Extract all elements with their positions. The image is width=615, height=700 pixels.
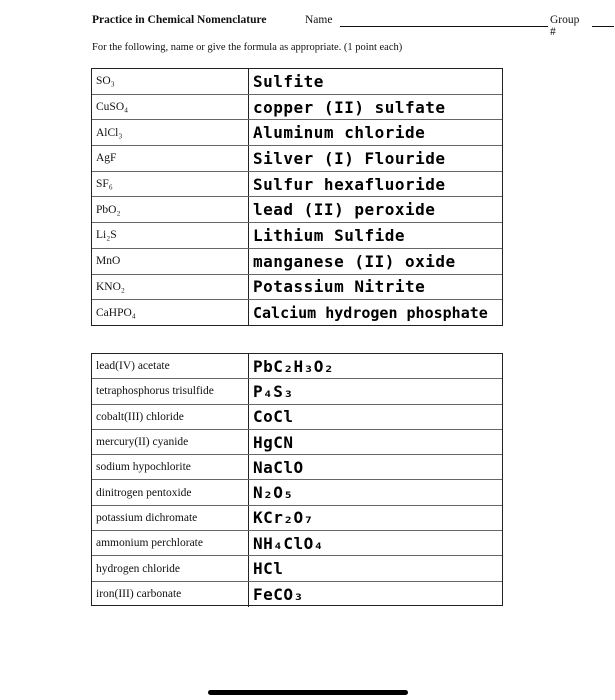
question-cell: cobalt(III) chloride (92, 405, 249, 429)
question-cell: CaHPO₄ (92, 300, 249, 326)
question-cell: tetraphosphorus trisulfide (92, 379, 249, 403)
question-cell: dinitrogen pentoxide (92, 480, 249, 504)
table-row (92, 69, 502, 95)
question-cell: mercury(II) cyanide (92, 430, 249, 454)
question-cell: hydrogen chloride (92, 556, 249, 580)
table-row (92, 354, 502, 379)
table-row (92, 506, 502, 531)
table-row (92, 480, 502, 505)
question-cell: ammonium perchlorate (92, 531, 249, 555)
name-to-formula-table (91, 353, 503, 606)
answer-cell[interactable]: Sulfur hexafluoride (253, 174, 446, 194)
formula-to-name-table (91, 68, 503, 326)
answer-cell[interactable]: KCr₂O₇ (253, 508, 314, 528)
answer-cell[interactable]: Lithium Sulfide (253, 225, 405, 245)
group-label: Group # (550, 14, 580, 38)
home-indicator[interactable] (208, 690, 408, 695)
table-row (92, 172, 502, 198)
question-cell: AlCl₃ (92, 120, 249, 145)
name-blank[interactable] (340, 26, 548, 27)
answer-cell[interactable]: NaClO (253, 457, 304, 477)
answer-cell[interactable]: Sulfite (253, 71, 324, 91)
table-row (92, 275, 502, 301)
answer-cell[interactable]: Potassium Nitrite (253, 277, 426, 297)
worksheet-title: Practice in Chemical Nomenclature (92, 14, 267, 26)
answer-cell[interactable]: lead (II) peroxide (253, 200, 436, 220)
question-cell: SO₃ (92, 69, 249, 94)
answer-cell[interactable]: HCl (253, 559, 284, 579)
question-cell: CuSO₄ (92, 95, 249, 120)
answer-cell[interactable]: copper (II) sulfate (253, 97, 446, 117)
answer-cell[interactable]: manganese (II) oxide (253, 251, 456, 271)
question-cell: iron(III) carbonate (92, 582, 249, 607)
answer-cell[interactable]: CoCl (253, 407, 294, 427)
name-label: Name (305, 14, 333, 26)
answer-cell[interactable]: Calcium hydrogen phosphate (253, 304, 488, 323)
table-row (92, 582, 502, 607)
worksheet-header (92, 14, 580, 38)
table-row (92, 405, 502, 430)
question-cell: potassium dichromate (92, 506, 249, 530)
question-cell: KNO₂ (92, 275, 249, 300)
answer-cell[interactable]: N₂O₅ (253, 483, 294, 503)
table-row (92, 223, 502, 249)
question-cell: sodium hypochlorite (92, 455, 249, 479)
question-cell: SF₆ (92, 172, 249, 197)
group-blank[interactable] (592, 26, 614, 27)
answer-cell[interactable]: PbC₂H₃O₂ (253, 356, 335, 376)
answer-cell[interactable]: HgCN (253, 432, 294, 452)
table-row (92, 531, 502, 556)
answer-cell[interactable]: Silver (I) Flouride (253, 148, 446, 168)
table-row (92, 197, 502, 223)
instructions: For the following, name or give the formula as appropriate. (1 point each) (92, 42, 403, 53)
table-row (92, 556, 502, 581)
table-row (92, 95, 502, 121)
table-row (92, 300, 502, 326)
question-cell: MnO (92, 249, 249, 274)
table-row (92, 146, 502, 172)
table-row (92, 430, 502, 455)
question-cell: PbO₂ (92, 197, 249, 222)
table-row (92, 120, 502, 146)
answer-cell[interactable]: P₄S₃ (253, 381, 294, 401)
table-row (92, 455, 502, 480)
question-cell: AgF (92, 146, 249, 171)
answer-cell[interactable]: FeCO₃ (253, 584, 304, 604)
question-cell: Li₂S (92, 223, 249, 248)
question-cell: lead(IV) acetate (92, 354, 249, 378)
table-row (92, 249, 502, 275)
answer-cell[interactable]: NH₄ClO₄ (253, 533, 324, 553)
table-row (92, 379, 502, 404)
answer-cell[interactable]: Aluminum chloride (253, 123, 426, 143)
